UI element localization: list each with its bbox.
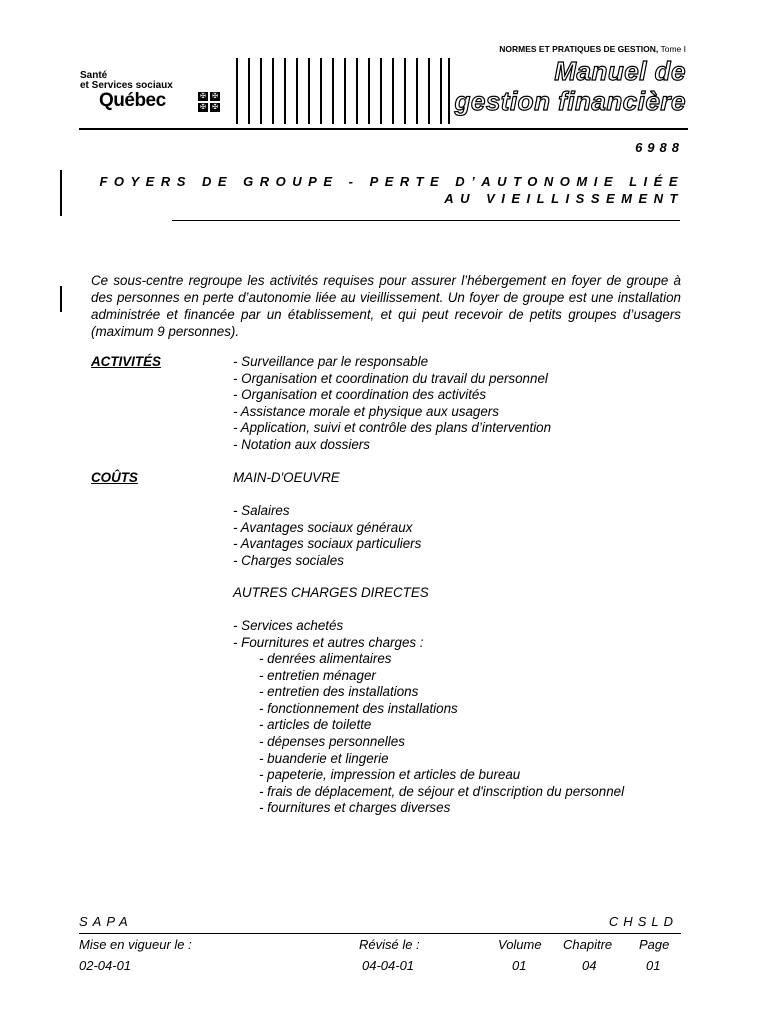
page-label: Page	[639, 937, 670, 952]
list-item: - Assistance morale et physique aux usagers	[233, 403, 499, 419]
main-oeuvre-heading: MAIN-D'OEUVRE	[233, 470, 340, 485]
fournitures-list	[259, 651, 624, 817]
list-item: - papeterie, impression et articles de bureau	[259, 767, 521, 783]
ministry-logo-text: Santé et Services sociaux	[80, 70, 173, 91]
page-value: 01	[646, 958, 661, 973]
list-item: - articles de toilette	[259, 717, 372, 733]
list-item: - Application, suivi et contrôle des plans d’intervention	[233, 420, 552, 436]
list-item: - Salaires	[233, 503, 290, 518]
intro-paragraph: Ce sous-centre regroupe les activités requises pour assurer l’hébergement en foyer de groupe à des personnes en perte d’autonomie liée au vieillissement. Un foyer de groupe est une installation administrée et financée par un établissement, et qui peut recevoir de petits groupes d’usagers (maximum 9 personnes).	[91, 273, 681, 339]
quebec-logo-wordmark: Québec	[99, 90, 166, 111]
list-item: - Notation aux dossiers	[233, 436, 370, 452]
manual-title: Manuel de gestion financière	[454, 56, 686, 116]
autres-charges-list	[233, 618, 424, 651]
revised-date-value: 04-04-01	[362, 958, 415, 973]
list-item: - fournitures et charges diverses	[259, 800, 451, 816]
list-item: - Fournitures et autres charges :	[233, 634, 424, 650]
list-item: - Surveillance par le responsable	[233, 354, 429, 369]
list-item: - entretien ménager	[259, 667, 376, 683]
couts-label: COÛTS	[91, 470, 138, 485]
list-item: - Charges sociales	[233, 552, 344, 568]
list-item: - buanderie et lingerie	[259, 750, 389, 766]
list-item: - denrées alimentaires	[259, 651, 392, 666]
header-divider	[79, 128, 688, 130]
effective-date-value: 02-04-01	[79, 958, 132, 973]
document-title: FOYERS DE GROUPE - PERTE D’AUTONOMIE LIÉE AU VIEILLISSEMENT	[99, 174, 684, 206]
quebec-flag-icon: ✠ ✠ ✠ ✠	[198, 92, 220, 112]
chapter-value: 04	[582, 958, 597, 973]
footer-divider	[79, 933, 681, 934]
volume-label: Volume	[498, 937, 542, 952]
list-item: - Organisation et coordination du travail du personnel	[233, 370, 548, 386]
footer-program: SAPA	[79, 914, 133, 929]
revision-bar	[60, 170, 62, 216]
revision-bar	[60, 286, 62, 312]
list-item: - fonctionnement des installations	[259, 700, 458, 716]
revised-date-label: Révisé le :	[359, 937, 420, 952]
list-item: - Organisation et coordination des activités	[233, 387, 487, 403]
volume-value: 01	[512, 958, 527, 973]
main-oeuvre-list	[233, 503, 421, 569]
chapter-label: Chapitre	[563, 937, 613, 952]
activites-list	[233, 354, 551, 454]
list-item: - entretien des installations	[259, 684, 419, 700]
list-item: - Avantages sociaux particuliers	[233, 536, 422, 552]
effective-date-label: Mise en vigueur le :	[79, 937, 192, 952]
list-item: - Services achetés	[233, 618, 344, 633]
title-divider	[172, 220, 680, 221]
list-item: - frais de déplacement, de séjour et d'inscription du personnel	[259, 783, 625, 799]
list-item: - dépenses personnelles	[259, 733, 405, 749]
footer-category: CHSLD	[608, 914, 678, 929]
header-decorative-bars	[236, 58, 450, 124]
activites-label: ACTIVITÉS	[91, 354, 161, 369]
manual-series-label: NORMES ET PRATIQUES DE GESTION, Tome I	[499, 44, 686, 54]
autres-charges-heading: AUTRES CHARGES DIRECTES	[233, 585, 429, 600]
list-item: - Avantages sociaux généraux	[233, 519, 413, 535]
subcentre-code: 6988	[635, 140, 684, 155]
